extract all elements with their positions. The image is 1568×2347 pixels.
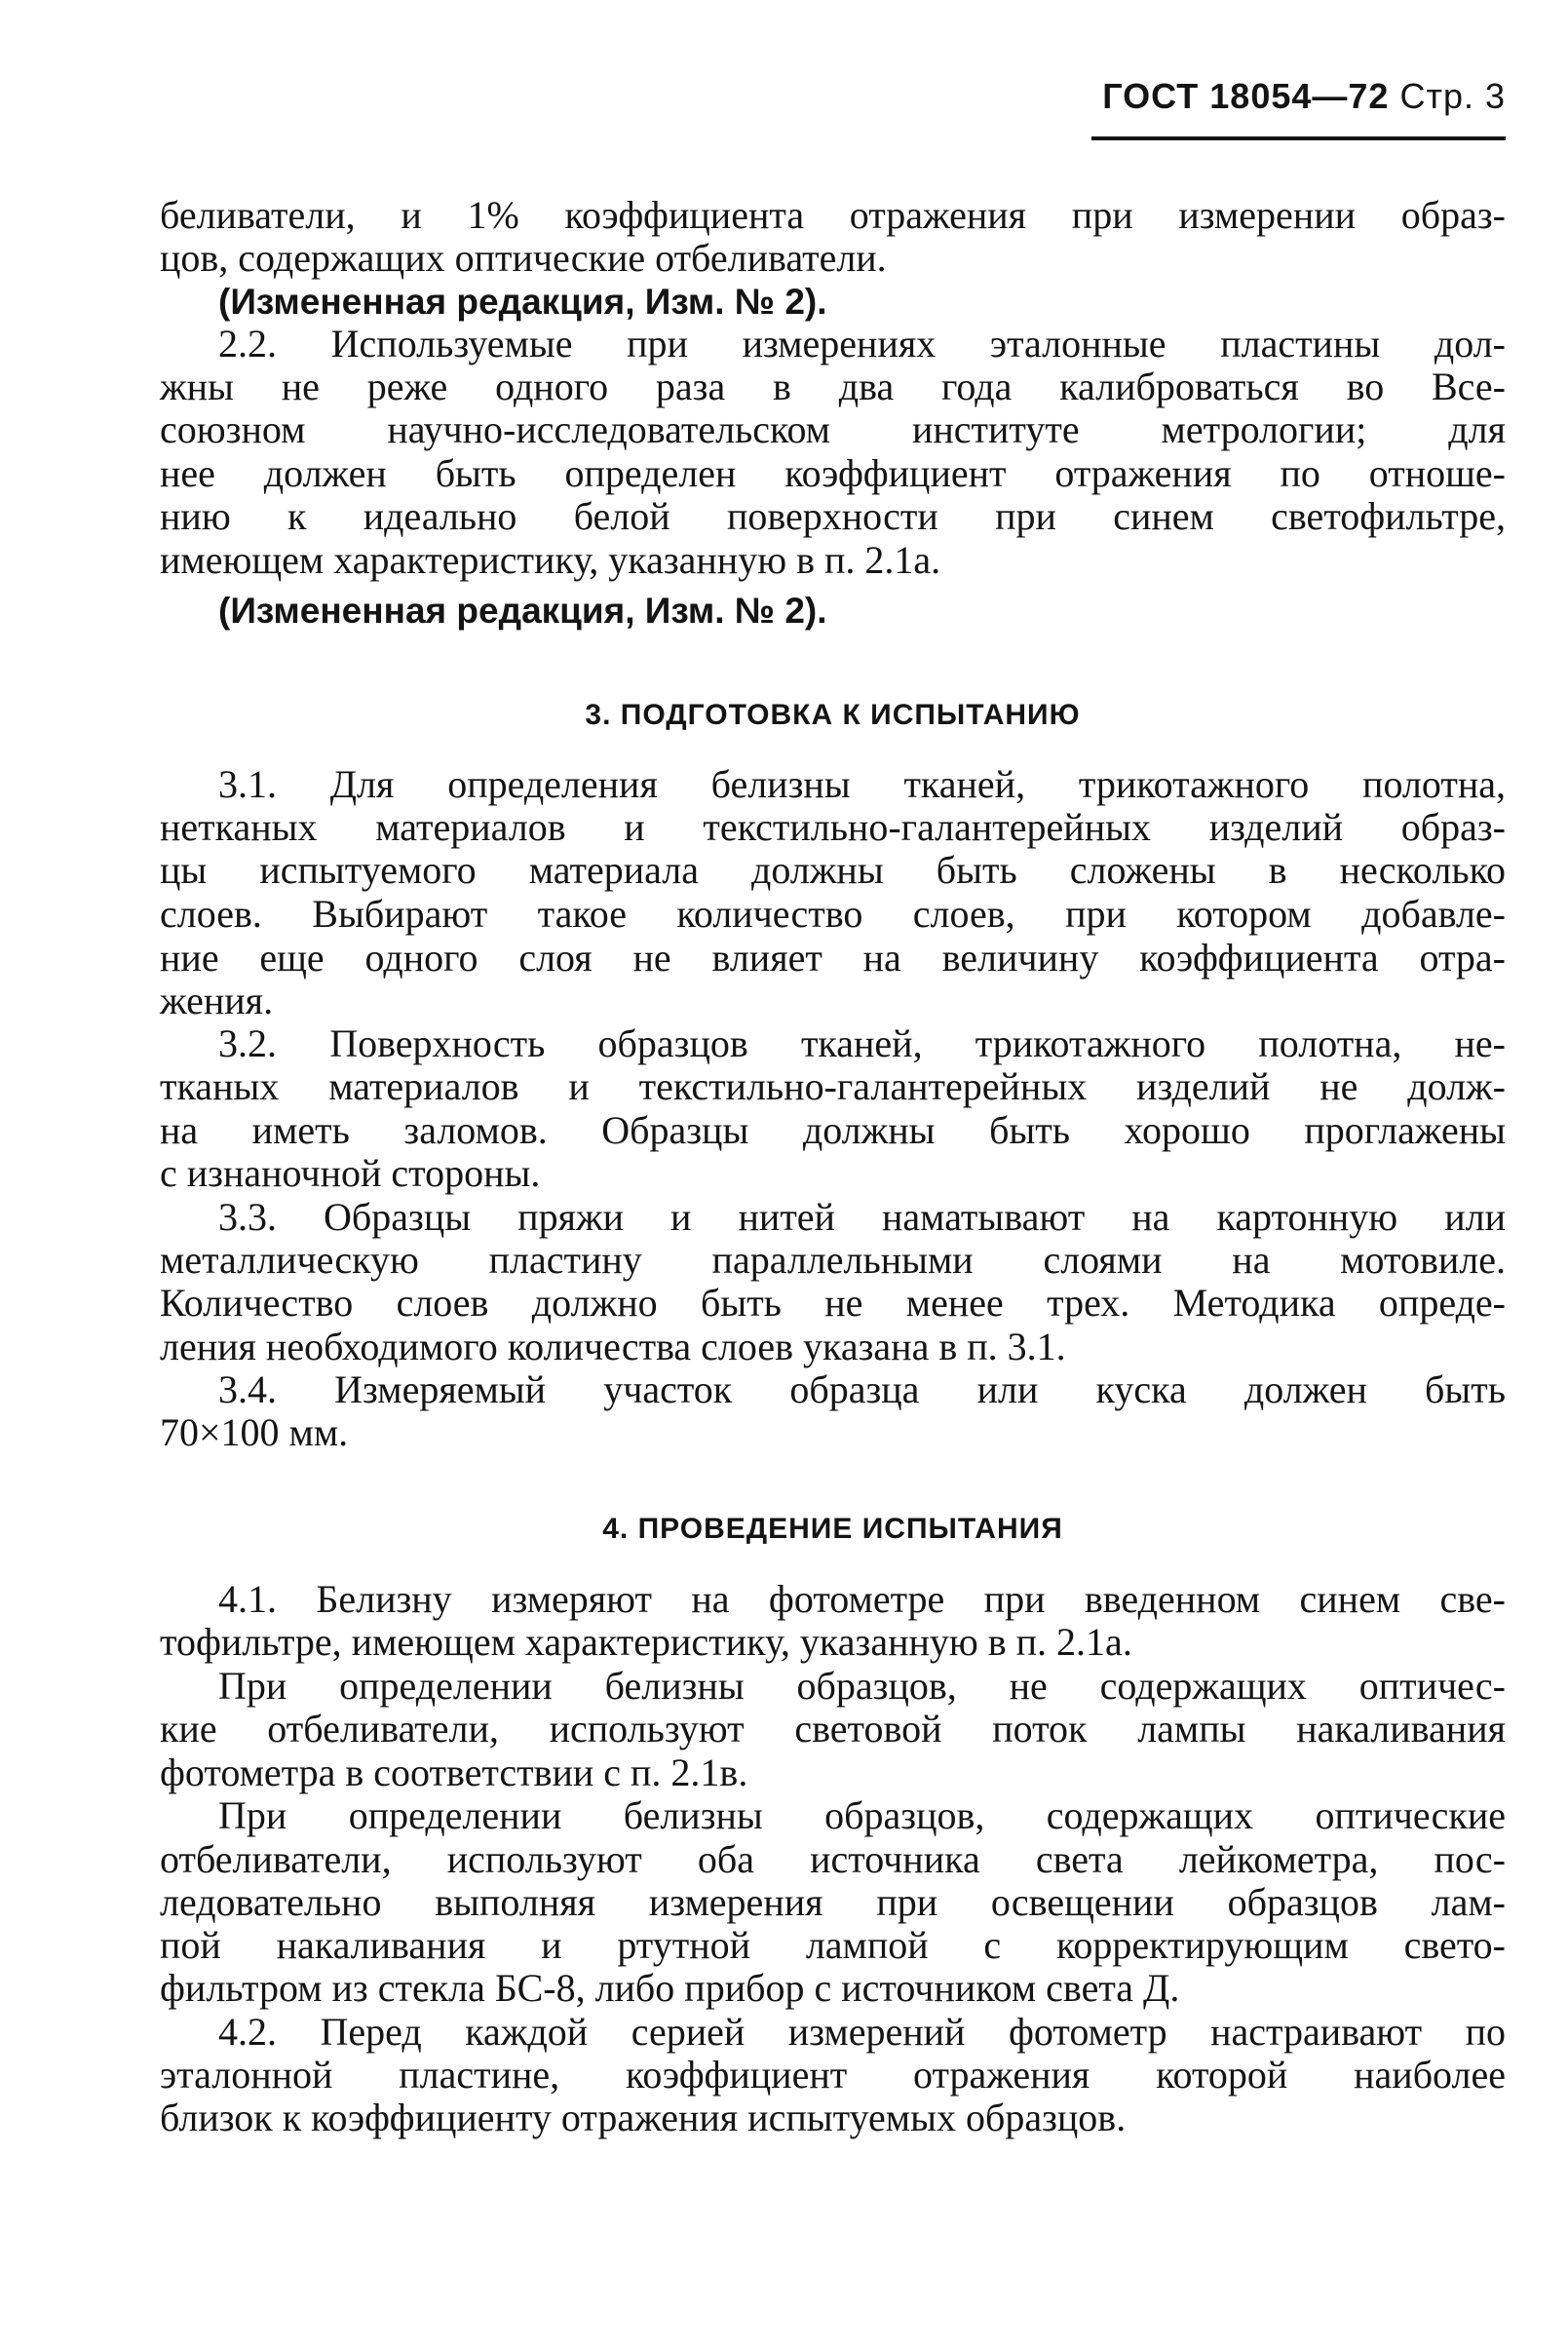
amendment-note: (Измененная редакция, Изм. № 2). — [218, 591, 827, 631]
text-line: ления необходимого количества слоев указана в п. 3.1. — [160, 1325, 1066, 1368]
text-line: беливатели, и 1% коэффициента отражения при измерении образ- — [160, 193, 1506, 237]
text-line: с изнаночной стороны. — [160, 1151, 541, 1195]
page-number: Стр. 3 — [1399, 76, 1506, 116]
section-heading: 3. ПОДГОТОВКА К ИСПЫТАНИЮ — [585, 699, 1081, 731]
text-line: фотометра в соответствии с п. 2.1в. — [160, 1751, 748, 1794]
text-line: жения. — [160, 979, 274, 1022]
text-line: 4.2. Перед каждой серией измерений фотометр настраивают по — [218, 2010, 1506, 2054]
header-rule — [1091, 136, 1506, 140]
amendment-note: (Измененная редакция, Изм. № 2). — [218, 282, 827, 322]
text-line: При определении белизны образцов, содержащих оптические — [218, 1793, 1506, 1837]
text-line: фильтром из стекла БС-8, либо прибор с источником света Д. — [160, 1966, 1180, 2010]
document-number: ГОСТ 18054—72 — [1102, 76, 1390, 116]
text-line: кие отбеливатели, используют световой поток лампы накаливания — [160, 1707, 1506, 1751]
text-line: ние еще одного слоя не влияет на величину коэффициента отра- — [160, 936, 1506, 980]
text-line: цы испытуемого материала должны быть сложены в несколько — [160, 848, 1506, 892]
text-line: нетканых материалов и текстильно-галантерейных изделий образ- — [160, 805, 1506, 849]
text-line: близок к коэффициенту отражения испытуемых образцов. — [160, 2096, 1127, 2139]
text-line: 4.1. Белизну измеряют на фотометре при введенном синем све- — [218, 1577, 1506, 1621]
text-line: цов, содержащих оптические отбеливатели. — [160, 236, 887, 280]
text-line: отбеливатели, используют оба источника света лейкометра, пос- — [160, 1837, 1506, 1881]
text-line: пой накаливания и ртутной лампой с корректирующим свето- — [160, 1923, 1506, 1967]
text-line: жны не реже одного раза в два года калиброваться во Все- — [160, 365, 1506, 408]
text-line: При определении белизны образцов, не содержащих оптичес- — [218, 1664, 1506, 1708]
text-line: нее должен быть определен коэффициент отражения по отноше- — [160, 451, 1506, 495]
text-line: металлическую пластину параллельными слоями на мотовиле. — [160, 1238, 1506, 1282]
text-line: 2.2. Используемые при измерениях эталонные пластины дол- — [218, 322, 1506, 366]
text-line: имеющем характеристику, указанную в п. 2.1а. — [160, 538, 941, 582]
text-line: на иметь заломов. Образцы должны быть хорошо проглажены — [160, 1108, 1506, 1152]
text-line: Количество слоев должно быть не менее трех. Методика опреде- — [160, 1281, 1506, 1325]
text-line: 3.2. Поверхность образцов тканей, трикотажного полотна, не- — [218, 1021, 1506, 1065]
text-line: тофильтре, имеющем характеристику, указанную в п. 2.1а. — [160, 1620, 1132, 1664]
page-header — [1091, 76, 1506, 133]
section-heading: 4. ПРОВЕДЕНИЕ ИСПЫТАНИЯ — [602, 1513, 1063, 1545]
text-line: слоев. Выбирают такое количество слоев, при котором добавле- — [160, 892, 1506, 936]
text-line: 3.3. Образцы пряжи и нитей наматывают на картонную или — [218, 1195, 1506, 1239]
text-line: нию к идеально белой поверхности при синем светофильтре, — [160, 494, 1506, 538]
text-line: тканых материалов и текстильно-галантерейных изделий не долж- — [160, 1064, 1506, 1108]
text-line: 3.4. Измеряемый участок образца или куска должен быть — [218, 1367, 1506, 1411]
text-line: 3.1. Для определения белизны тканей, трикотажного полотна, — [218, 762, 1506, 806]
text-line: эталонной пластине, коэффициент отражения которой наиболее — [160, 2053, 1506, 2097]
text-line: ледовательно выполняя измерения при освещении образцов лам- — [160, 1880, 1506, 1924]
text-line: союзном научно-исследовательском институте метрологии; для — [160, 407, 1506, 451]
text-line: 70×100 мм. — [160, 1410, 349, 1454]
